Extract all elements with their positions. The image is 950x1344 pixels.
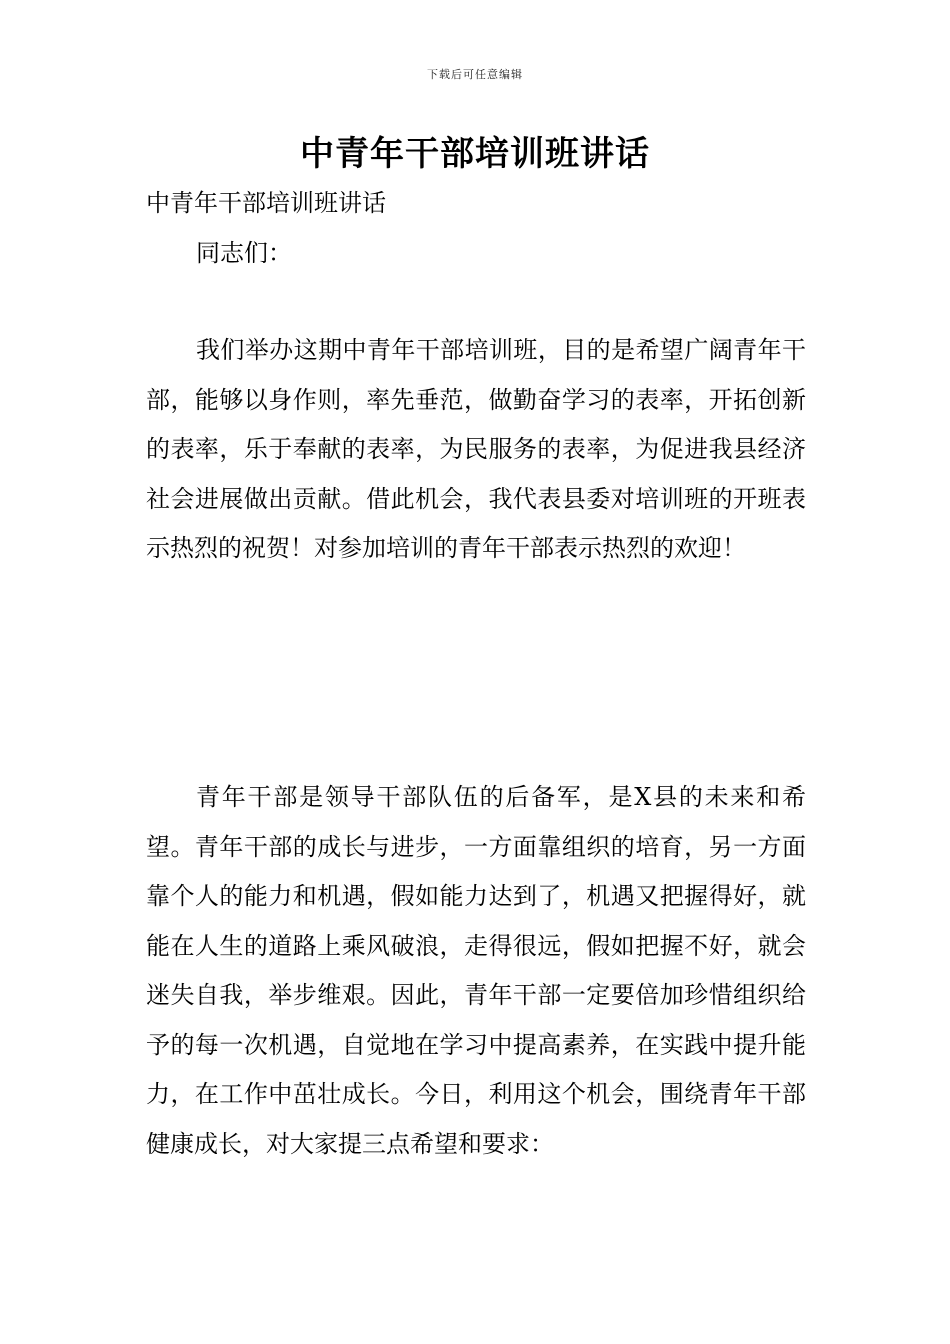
document-subtitle: 中青年干部培训班讲话 <box>146 189 386 217</box>
body-paragraph: 我们举办这期中青年干部培训班，目的是希望广阔青年干部，能够以身作则，率先垂范，做勤奋学习的表率，开拓创新的表率，乐于奉献的表率，为民服务的表率，为促进我县经济社会进展做出贡献。借此机会，我代表县委对培训班的开班表示热烈的祝贺！对参加培训的青年干部表示热烈的欢迎！ <box>146 336 806 562</box>
header-note: 下载后可任意编辑 <box>427 68 523 81</box>
document-title: 中青年干部培训班讲话 <box>300 134 650 174</box>
salutation: 同志们： <box>196 239 292 267</box>
body-paragraph: 青年干部是领导干部队伍的后备军，是X县的未来和希望。青年干部的成长与进步，一方面靠组织的培育，另一方面靠个人的能力和机遇，假如能力达到了，机遇又把握得好，就能在人生的道路上乘风破浪，走得很远，假如把握不好，就会迷失自我，举步维艰。因此，青年干部一定要倍加珍惜组织给予的每一次机遇，自觉地在学习中提高素养，在实践中提升能力，在工作中茁壮成长。今日，利用这个机会，围绕青年干部健康成长，对大家提三点希望和要求： <box>146 783 806 1158</box>
